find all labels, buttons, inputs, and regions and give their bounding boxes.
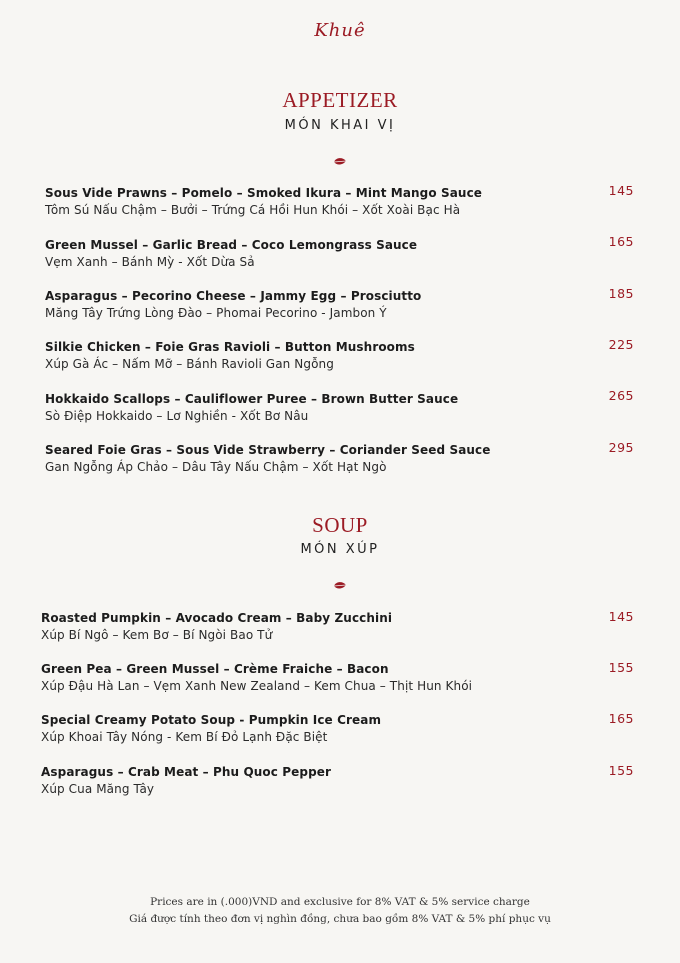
dish-name: Roasted Pumpkin – Avocado Cream – Baby Zucchini [41, 611, 393, 625]
dish-name: Asparagus – Crab Meat – Phu Quoc Pepper [41, 765, 332, 779]
soup-title: SOUP [312, 513, 368, 537]
menu-item [45, 392, 458, 423]
dish-name-vn: Vẹm Xanh – Bánh Mỳ - Xốt Dừa Sả [45, 255, 255, 269]
menu-item [45, 186, 482, 217]
footer-line-en: Prices are in (.000)VND and exclusive for 8% VAT & 5% service charge [150, 896, 530, 908]
dish-name: Green Mussel – Garlic Bread – Coco Lemongrass Sauce [45, 238, 418, 252]
dish-name-vn: Xúp Bí Ngô – Kem Bơ – Bí Ngòi Bao Tử [41, 628, 273, 642]
dish-price: 165 [608, 711, 634, 726]
dish-price: 165 [608, 234, 634, 249]
menu-item [41, 662, 472, 693]
menu-item [45, 238, 417, 269]
dish-price: 185 [608, 286, 634, 301]
soup-subtitle: MÓN XÚP [300, 542, 380, 557]
dish-name: Green Pea – Green Mussel – Crème Fraiche – Bacon [41, 662, 389, 676]
dish-name: Special Creamy Potato Soup - Pumpkin Ice Cream [41, 713, 382, 727]
dish-name-vn: Xúp Khoai Tây Nóng - Kem Bí Đỏ Lạnh Đặc Biệt [41, 730, 328, 744]
appetizer-title: APPETIZER [282, 88, 398, 112]
dish-price: 145 [608, 183, 634, 198]
dish-name-vn: Tôm Sú Nấu Chậm – Bưởi – Trứng Cá Hồi Hun Khói – Xốt Xoài Bạc Hà [45, 203, 461, 217]
menu-item [41, 611, 392, 642]
dish-name-vn: Xúp Gà Ác – Nấm Mỡ – Bánh Ravioli Gan Ngỗng [45, 357, 334, 371]
dish-price: 225 [608, 337, 634, 352]
dish-price: 145 [608, 609, 634, 624]
brand-logo: Khuê [314, 20, 366, 41]
dish-name: Silkie Chicken – Foie Gras Ravioli – Button Mushrooms [45, 340, 415, 354]
dish-name-vn: Măng Tây Trứng Lòng Đào – Phomai Pecorino - Jambon Ý [45, 306, 387, 320]
footer-note [0, 894, 680, 928]
menu-item [41, 765, 331, 796]
dish-price: 265 [608, 388, 634, 403]
dish-name-vn: Xúp Đậu Hà Lan – Vẹm Xanh New Zealand – Kem Chua – Thịt Hun Khói [41, 679, 473, 693]
leaf-icon [0, 576, 680, 588]
menu-item [41, 713, 381, 744]
dish-name-vn: Gan Ngỗng Áp Chảo – Dâu Tây Nấu Chậm – Xốt Hạt Ngò [45, 460, 387, 474]
dish-price: 155 [608, 763, 634, 778]
dish-name: Hokkaido Scallops – Cauliflower Puree – Brown Butter Sauce [45, 392, 459, 406]
dish-name-vn: Sò Điệp Hokkaido – Lơ Nghiền - Xốt Bơ Nâu [45, 409, 309, 423]
dish-name: Sous Vide Prawns – Pomelo – Smoked Ikura – Mint Mango Sauce [45, 186, 483, 200]
dish-name-vn: Xúp Cua Măng Tây [41, 782, 155, 796]
menu-item [45, 340, 415, 371]
dish-price: 155 [608, 660, 634, 675]
footer-line-vn: Giá được tính theo đơn vị nghìn đồng, chưa bao gồm 8% VAT & 5% phí phục vụ [129, 913, 551, 925]
dish-name: Asparagus – Pecorino Cheese – Jammy Egg – Prosciutto [45, 289, 422, 303]
dish-name: Seared Foie Gras – Sous Vide Strawberry – Coriander Seed Sauce [45, 443, 491, 457]
dish-price: 295 [608, 440, 634, 455]
menu-item [45, 443, 491, 474]
appetizer-subtitle: MÓN KHAI VỊ [284, 118, 396, 133]
leaf-icon [0, 152, 680, 164]
menu-item [45, 289, 421, 320]
